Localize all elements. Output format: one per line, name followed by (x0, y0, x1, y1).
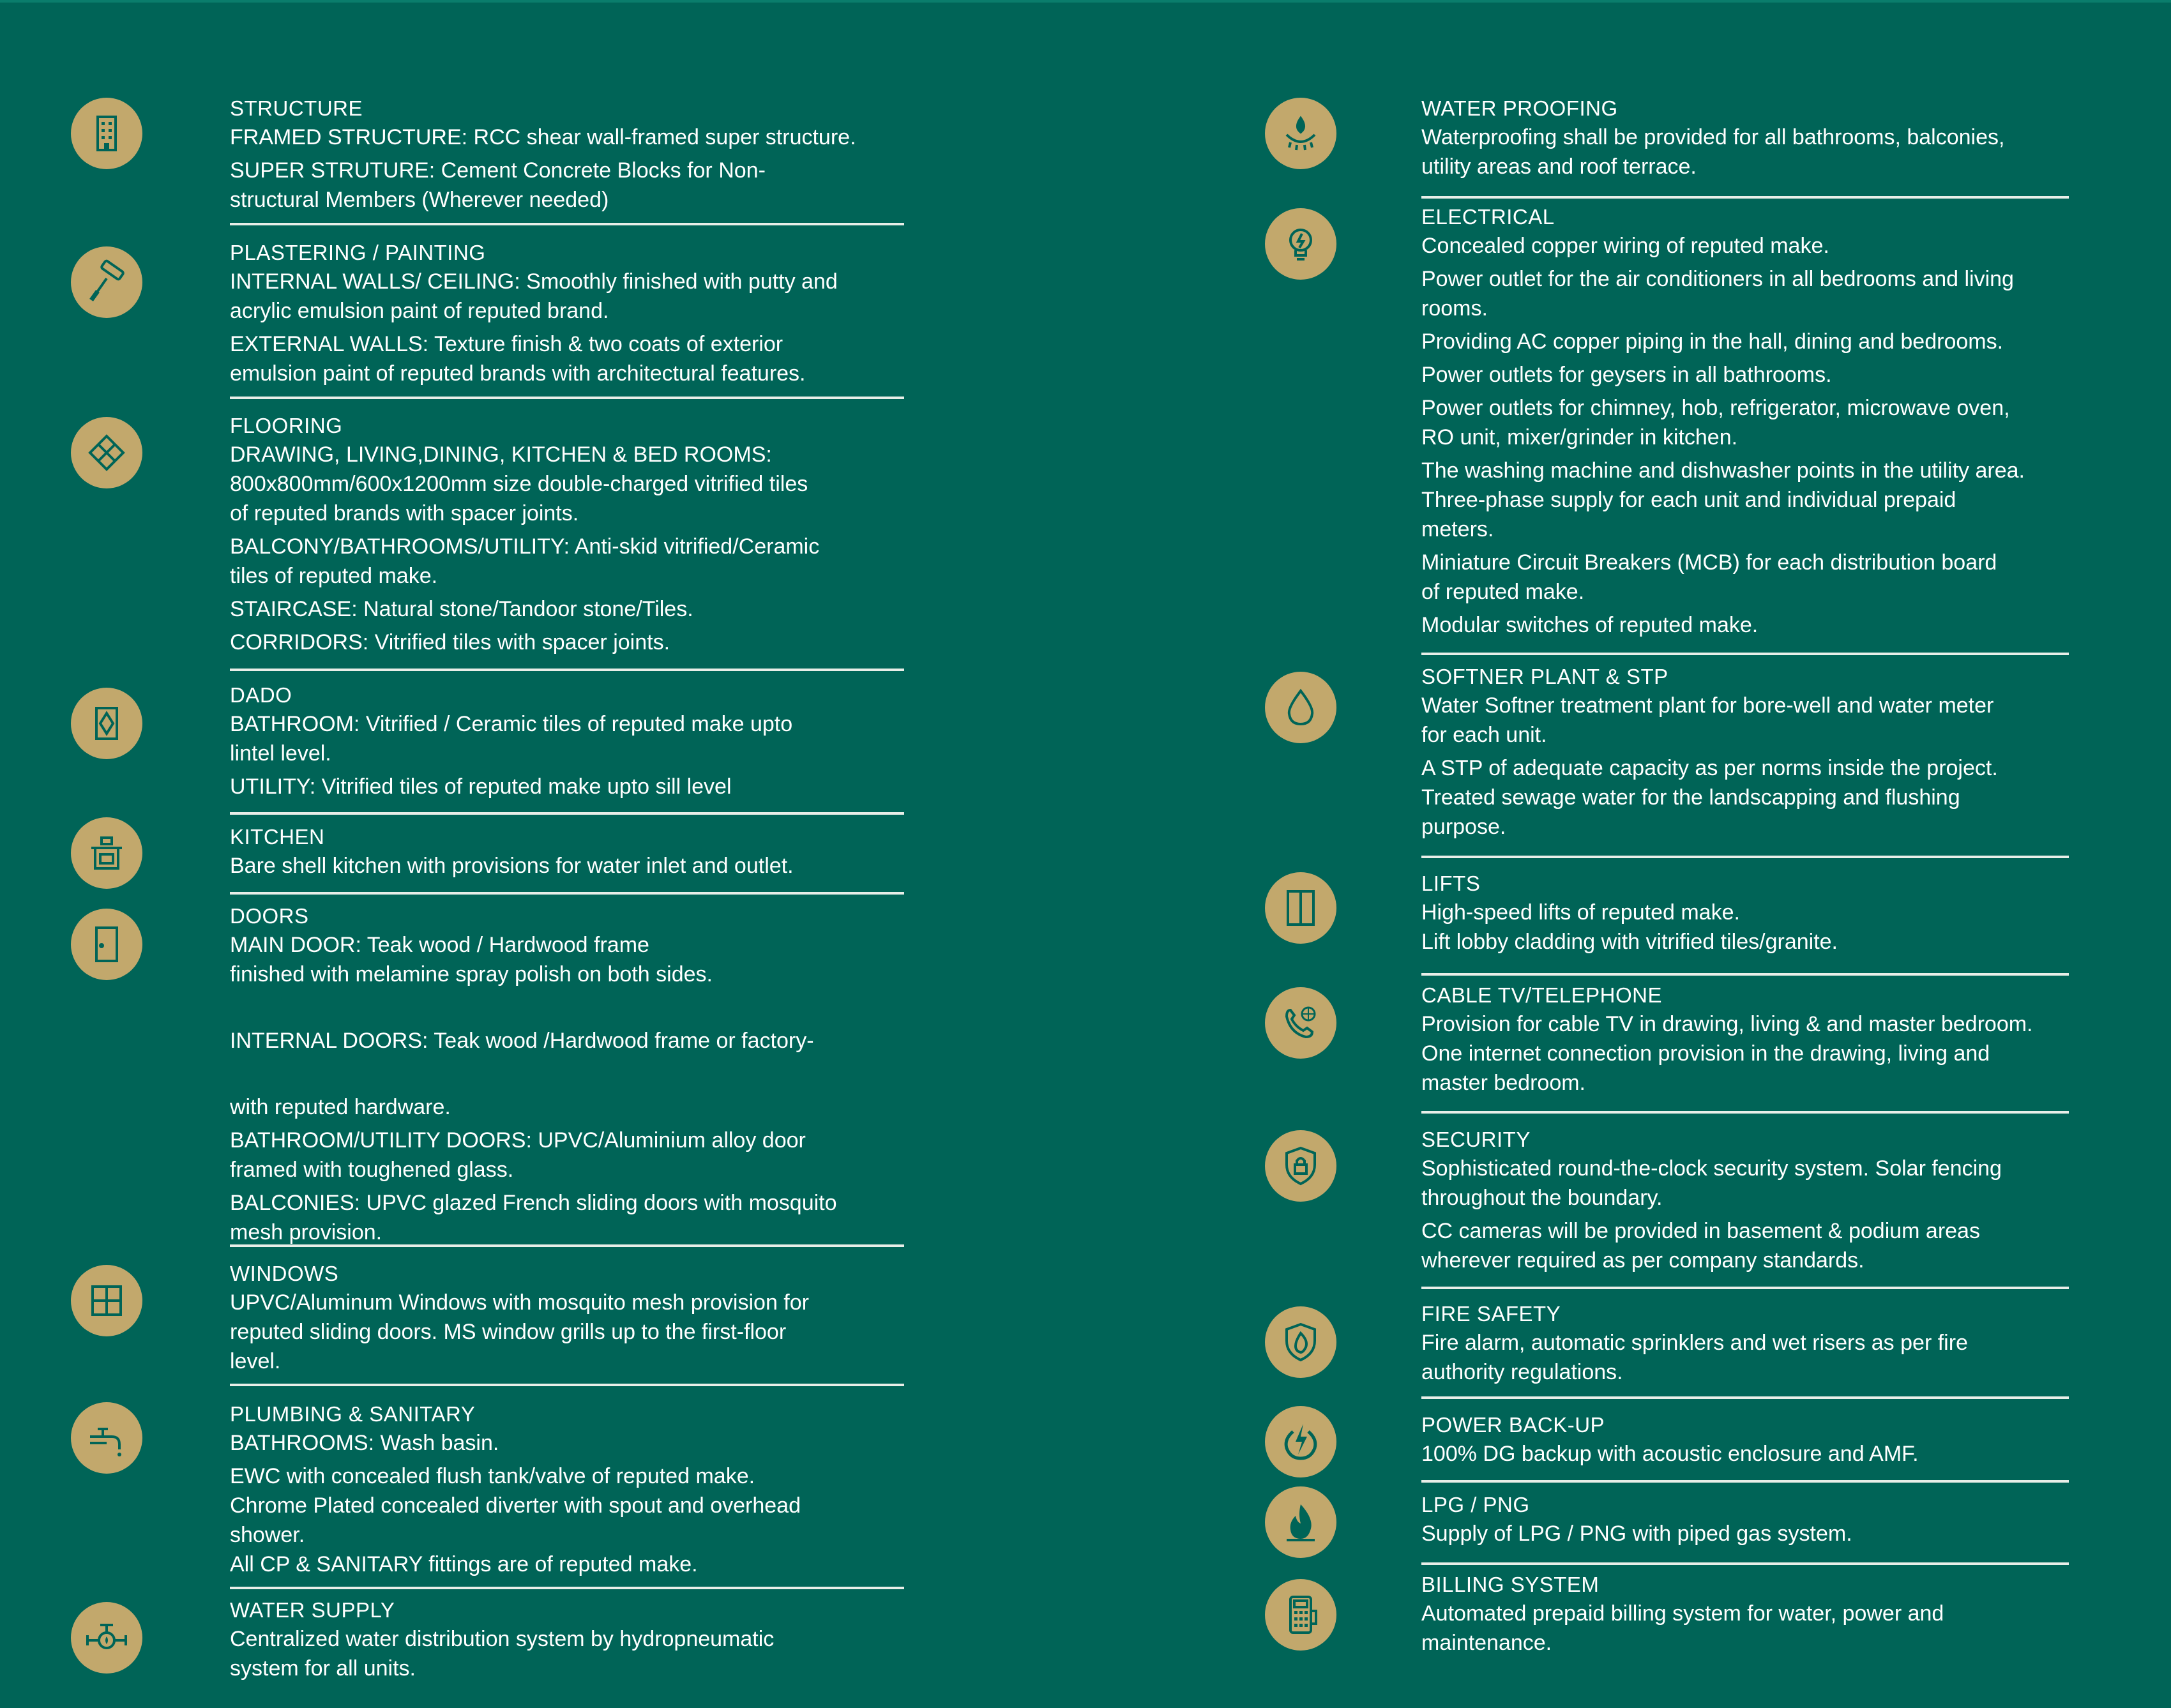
section-title: PLUMBING & SANITARY (230, 1402, 476, 1426)
spec-line: Sophisticated round-the-clock security system. Solar fencing (1421, 1156, 2002, 1181)
section-divider (1421, 1480, 2069, 1483)
section-divider (230, 1587, 904, 1589)
section-divider (230, 1384, 904, 1386)
section-divider (230, 892, 904, 895)
section-title: SECURITY (1421, 1128, 1531, 1151)
spec-line: BATHROOMS: Wash basin. (230, 1431, 499, 1455)
section-title: PLASTERING / PAINTING (230, 241, 486, 264)
section-title: CABLE TV/TELEPHONE (1421, 983, 1663, 1007)
spec-line: with reputed hardware. (230, 1095, 451, 1119)
spec-line: master bedroom. (1421, 1071, 1585, 1095)
water-drop-icon (1265, 672, 1336, 743)
spec-line: Treated sewage water for the landscapping and flushing (1421, 785, 1960, 810)
section-body (1421, 1411, 2066, 1469)
spec-line: emulsion paint of reputed brands with architectural features. (230, 361, 806, 386)
section-title: KITCHEN (230, 825, 325, 849)
spec-line: Power outlets for chimney, hob, refrigerator, microwave oven, (1421, 396, 2010, 420)
section-title: WATER PROOFING (1421, 96, 1618, 120)
spec-line: authority regulations. (1421, 1360, 1623, 1384)
section-body (1421, 663, 2066, 842)
spec-line: One internet connection provision in the drawing, living and (1421, 1041, 1990, 1066)
spec-line: utility areas and roof terrace. (1421, 155, 1697, 179)
spec-line: MAIN DOOR: Teak wood / Hardwood frame (230, 933, 649, 957)
section-divider (230, 1244, 904, 1247)
spec-line: maintenance. (1421, 1631, 1552, 1655)
spec-line: finished with melamine spray polish on both sides. (230, 962, 713, 986)
spec-line: of reputed brands with spacer joints. (230, 501, 579, 525)
spec-line: CC cameras will be provided in basement & podium areas (1421, 1219, 1980, 1243)
billing-meter-icon (1265, 1579, 1336, 1651)
spec-line: RO unit, mixer/grinder in kitchen. (1421, 425, 1738, 450)
section-title: DADO (230, 683, 292, 707)
spec-line: INTERNAL DOORS: Teak wood /Hardwood frame or factory- (230, 1029, 814, 1053)
section-title: SOFTNER PLANT & STP (1421, 665, 1668, 688)
tiles-icon (71, 417, 142, 488)
fire-shield-icon (1265, 1306, 1336, 1378)
spec-line: for each unit. (1421, 723, 1547, 747)
section-title: LIFTS (1421, 872, 1481, 895)
section-title: WINDOWS (230, 1262, 339, 1285)
spec-line: 800x800mm/600x1200mm size double-charged vitrified tiles (230, 472, 808, 496)
spec-line: Water Softner treatment plant for bore-well and water meter (1421, 693, 1994, 718)
section-body (1421, 94, 2066, 181)
door-icon (71, 909, 142, 980)
section-body (230, 1260, 907, 1376)
section-body (230, 902, 907, 1247)
section-divider (230, 397, 904, 399)
section-divider (1421, 856, 2069, 858)
section-title: FLOORING (230, 414, 343, 437)
section-title: WATER SUPPLY (230, 1598, 395, 1622)
window-icon (71, 1265, 142, 1336)
spec-line: lintel level. (230, 741, 331, 766)
section-body (230, 239, 907, 388)
spec-line: throughout the boundary. (1421, 1186, 1663, 1210)
spec-line: Provision for cable TV in drawing, living & and master bedroom. (1421, 1012, 2033, 1036)
spec-line: framed with toughened glass. (230, 1158, 514, 1182)
section-divider (1421, 1287, 2069, 1289)
phone-globe-icon (1265, 987, 1336, 1059)
faucet-icon (71, 1402, 142, 1474)
section-divider (1421, 1111, 2069, 1114)
section-divider (1421, 196, 2069, 199)
spec-line: All CP & SANITARY fittings are of reputed make. (230, 1552, 698, 1576)
spec-line: EXTERNAL WALLS: Texture finish & two coats of exterior (230, 332, 783, 356)
spec-line: The washing machine and dishwasher points in the utility area. (1421, 458, 2025, 483)
spec-line: Automated prepaid billing system for water, power and (1421, 1601, 1944, 1626)
spec-line: level. (230, 1349, 281, 1373)
spec-line: Miniature Circuit Breakers (MCB) for each distribution board (1421, 550, 1997, 575)
paint-roller-icon (71, 246, 142, 318)
spec-line: BALCONIES: UPVC glazed French sliding doors with mosquito (230, 1191, 837, 1215)
section-body (1421, 981, 2066, 1098)
spec-line: shower. (230, 1523, 305, 1547)
spec-line: Providing AC copper piping in the hall, dining and bedrooms. (1421, 329, 2004, 354)
section-divider (1421, 1396, 2069, 1399)
power-icon (1265, 1406, 1336, 1477)
section-body (230, 823, 907, 880)
section-body (1421, 203, 2066, 640)
spec-line: Three-phase supply for each unit and individual prepaid (1421, 488, 1956, 512)
spec-line: structural Members (Wherever needed) (230, 188, 609, 212)
section-body (230, 681, 907, 801)
spec-line: wherever required as per company standards. (1421, 1248, 1865, 1273)
spec-line: UTILITY: Vitrified tiles of reputed make upto sill level (230, 775, 732, 799)
section-body (230, 94, 907, 215)
section-divider (1421, 973, 2069, 976)
lift-icon (1265, 872, 1336, 944)
spec-line (230, 993, 907, 1022)
section-title: ELECTRICAL (1421, 205, 1555, 229)
spec-line: BATHROOM: Vitrified / Ceramic tiles of reputed make upto (230, 712, 793, 736)
spec-line: mesh provision. (230, 1220, 382, 1244)
spec-line: High-speed lifts of reputed make. (1421, 900, 1740, 925)
spec-line: of reputed make. (1421, 580, 1585, 604)
dado-tile-icon (71, 688, 142, 759)
spec-line: A STP of adequate capacity as per norms inside the project. (1421, 756, 1998, 780)
waterproof-icon (1265, 98, 1336, 169)
spec-line: SUPER STRUTURE: Cement Concrete Blocks for Non- (230, 158, 766, 183)
spec-line: Supply of LPG / PNG with piped gas system. (1421, 1522, 1852, 1546)
section-body (230, 1400, 907, 1579)
spec-line: Waterproofing shall be provided for all bathrooms, balconies, (1421, 125, 2005, 149)
spec-line: Fire alarm, automatic sprinklers and wet risers as per fire (1421, 1331, 1968, 1355)
spec-line: purpose. (1421, 815, 1506, 839)
kitchen-stove-icon (71, 817, 142, 889)
spec-line: system for all units. (230, 1656, 416, 1681)
section-title: STRUCTURE (230, 96, 363, 120)
spec-line: 100% DG backup with acoustic enclosure and AMF. (1421, 1442, 1919, 1466)
spec-line: Centralized water distribution system by hydropneumatic (230, 1627, 775, 1651)
section-body (1421, 1571, 2066, 1658)
section-title: LPG / PNG (1421, 1493, 1530, 1516)
section-body (1421, 1300, 2066, 1387)
shield-lock-icon (1265, 1130, 1336, 1202)
section-divider (230, 669, 904, 671)
valve-icon (71, 1602, 142, 1674)
spec-line: Power outlets for geysers in all bathrooms. (1421, 363, 1832, 387)
spec-line: Bare shell kitchen with provisions for water inlet and outlet. (230, 854, 794, 878)
section-divider (1421, 653, 2069, 655)
spec-line: UPVC/Aluminum Windows with mosquito mesh provision for (230, 1290, 809, 1315)
spec-line: Lift lobby cladding with vitrified tiles/granite. (1421, 930, 1838, 954)
section-divider (230, 223, 904, 225)
flame-icon (1265, 1486, 1336, 1558)
spec-line: STAIRCASE: Natural stone/Tandoor stone/Tiles. (230, 597, 693, 621)
section-title: POWER BACK-UP (1421, 1413, 1605, 1437)
spec-line: Modular switches of reputed make. (1421, 613, 1759, 637)
section-title: FIRE SAFETY (1421, 1302, 1561, 1326)
section-divider (1421, 1562, 2069, 1565)
spec-line: EWC with concealed flush tank/valve of reputed make. (230, 1464, 755, 1488)
section-body (1421, 870, 2066, 956)
section-body (1421, 1491, 2066, 1548)
section-title: DOORS (230, 904, 309, 928)
spec-line: reputed sliding doors. MS window grills up to the first-floor (230, 1320, 787, 1344)
bulb-icon (1265, 208, 1336, 280)
spec-line: Concealed copper wiring of reputed make. (1421, 234, 1829, 258)
section-title: BILLING SYSTEM (1421, 1573, 1600, 1596)
spec-line: INTERNAL WALLS/ CEILING: Smoothly finished with putty and (230, 269, 838, 294)
spec-line: Chrome Plated concealed diverter with spout and overhead (230, 1493, 801, 1518)
spec-line: CORRIDORS: Vitrified tiles with spacer joints. (230, 630, 670, 654)
top-border (0, 0, 2171, 3)
spec-line (230, 1059, 907, 1089)
spec-line: meters. (1421, 517, 1494, 541)
spec-line: DRAWING, LIVING,DINING, KITCHEN & BED ROOMS: (230, 442, 772, 467)
section-body (230, 1596, 907, 1683)
spec-line: FRAMED STRUCTURE: RCC shear wall-framed super structure. (230, 125, 856, 149)
section-body (230, 412, 907, 657)
spec-line: BATHROOM/UTILITY DOORS: UPVC/Aluminium alloy door (230, 1128, 806, 1153)
section-body (1421, 1126, 2066, 1275)
section-divider (230, 812, 904, 815)
building-icon (71, 98, 142, 169)
spec-line: acrylic emulsion paint of reputed brand. (230, 299, 609, 323)
spec-line: Power outlet for the air conditioners in all bedrooms and living (1421, 267, 2014, 291)
spec-line: BALCONY/BATHROOMS/UTILITY: Anti-skid vitrified/Ceramic (230, 534, 820, 559)
spec-line: rooms. (1421, 296, 1488, 321)
spec-line: tiles of reputed make. (230, 564, 438, 588)
